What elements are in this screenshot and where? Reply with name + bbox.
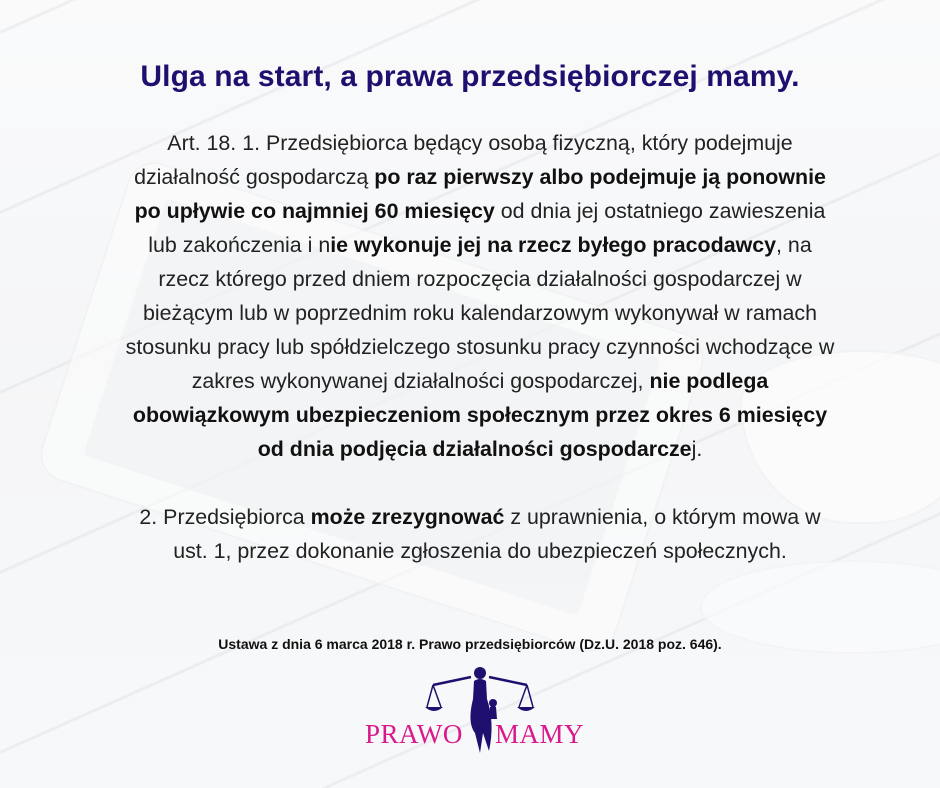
brand-word-mamy: MAMY [495,719,585,749]
article-emphasis: nie podlega obowiązkowym ubezpieczeniom społecznym przez okres 6 miesięcy od dnia podjęcia działalności gospodarcze [132,369,828,461]
article-text: j. [691,437,703,461]
article-emphasis: po raz pierwszy albo podejmuje ją ponownie po upływie co najmniej 60 miesięcy [134,165,826,223]
article-text: od dnia jej ostatniego zawieszenia lub zakończenia i n [148,199,826,257]
article-text: Art. 18. 1. Przedsiębiorca będący osobą fizyczną, który podejmuje działalność gospodarczą [134,131,793,189]
law-source-citation: Ustawa z dnia 6 marca 2018 r. Prawo przedsiębiorców (Dz.U. 2018 poz. 646). [218,636,722,652]
brand-word-prawo: PRAWO [365,719,463,749]
prawo-mamy-logo [365,663,585,763]
article-paragraph-2 [120,500,840,568]
article-text: , na rzecz którego przed dniem rozpoczęcia działalności gospodarczej w bieżącym lub w poprzednim roku kalendarzowym wykonywał w ramach stosunku pracy lub spółdzielczego stosunku pracy czynności wchodzące w zakres wykonywanej działalności gospodarczej, [125,233,835,393]
article-paragraph-1 [120,126,840,466]
article-text: z uprawnienia, o którym mowa w ust. 1, przez dokonanie zgłoszenia do ubezpieczeń społecznych. [173,505,821,563]
law-article [120,126,840,568]
article-text: 2. Przedsiębiorca [139,505,311,529]
article-emphasis: ie wykonuje jej na rzecz byłego pracodawcy [330,233,777,257]
article-emphasis: może zrezygnować [310,505,505,529]
page-title: Ulga na start, a prawa przedsiębiorczej mamy. [140,60,800,93]
